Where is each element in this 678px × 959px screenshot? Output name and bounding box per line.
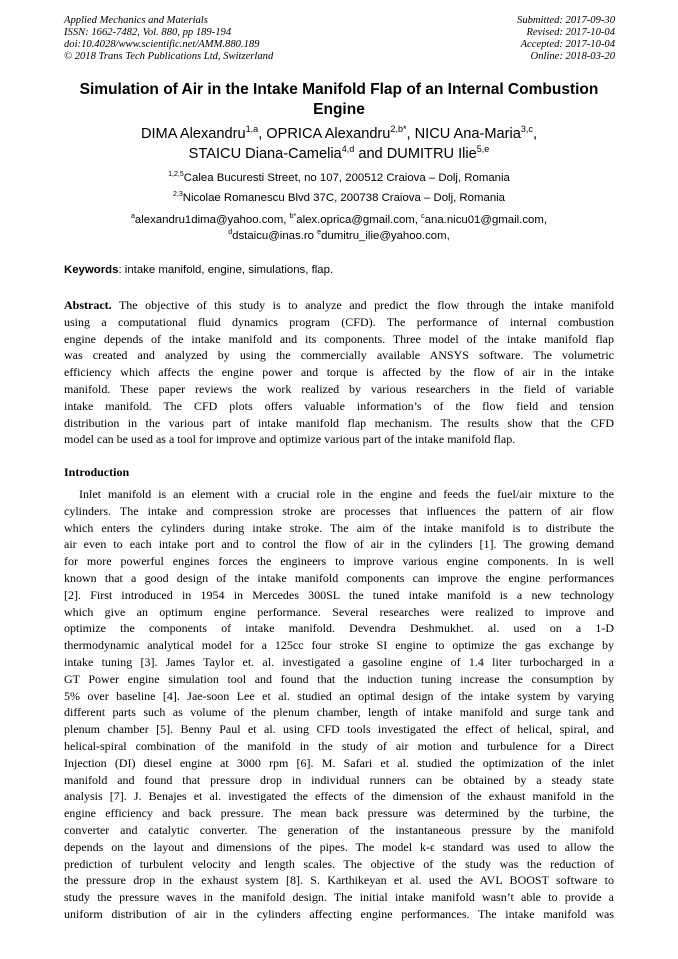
email-sup: d [228,229,233,237]
author-name: NICU Ana-Maria [414,126,521,142]
intro-line: [2]. First introduced in 1954 in Mercedes 300SL the tuned intake manifold is a new technology [64,587,614,602]
keywords-text: : intake manifold, engine, simulations, flap. [118,264,334,276]
email-sup: b* [289,213,297,221]
intro-line: manifold and found that pressure drop in individual runners can be obtained by a steady state [64,772,614,787]
section-heading-introduction: Introduction [64,465,130,479]
author-sup: 5,e [476,144,490,155]
intro-line: converter and catalytic converter. The generation of the instantaneous pressure by the manifold [64,822,614,837]
title-line: Engine [313,101,365,118]
intro-line: study the pressure waves in the manifold design. The initial intake manifold wasn’t able to provide a [64,890,614,905]
abstract-line: manifold. These paper reviews the work realized by various researchers in the field of variable [64,381,614,396]
abstract-label: Abstract. [64,298,112,312]
intro-line: cylinders. The intake and compression stroke are processes that influences the pattern of air flow [64,503,614,518]
publication-dates [517,15,615,63]
intro-line: optimize the components of intake manifold. Devendra Deshmukhet. al. used on a 1-D [64,621,614,636]
abstract [64,297,614,448]
intro-line: Injection (DI) diesel engine at 3000 rpm [6]. M. Safari et al. studied the optimization of the inlet [64,755,614,770]
journal-copyright: © 2018 Trans Tech Publications Ltd, Switzerland [64,51,274,62]
intro-line: helical-spiral combination of the manifold in the study of air motion and turbulence for a Direct [64,738,614,753]
intro-line: depends on the layout and dimensions of the pipes. The model k-ϵ standard was used to allow the [64,839,614,854]
author-sup: 4,d [341,144,355,155]
email-link[interactable]: alex.oprica@gmail.com, [296,214,418,226]
abstract-line: The objective of this study is to analyze and predict the flow through the intake manifold [111,298,614,312]
introduction-body [64,486,614,923]
email-link[interactable]: alexandru1dima@yahoo.com, [134,214,287,226]
affiliation-text: Nicolae Romanescu Blvd 37C, 200738 Craiova – Dolj, Romania [182,192,506,204]
author-conjunction: and [358,146,383,162]
author-name: OPRICA Alexandru [266,126,391,142]
intro-line: uniform distribution of air in the cylinders affecting engine performances. The intake manifold was [64,906,614,921]
email-sup: a [130,213,135,221]
intro-line: intake tuning [3]. James Taylor et. al. investigated a gasoline engine of 1.4 liter turbocharged in a [64,654,614,669]
intro-line: air even to each intake port and to control the flow of air in the cylinders [1]. The growing demand [64,537,614,552]
intro-line: which give an optimum engine performance. Several researches were realized to improve and [64,604,614,619]
intro-line: which enters the cylinders during intake stroke. The aim of the intake manifold is to distribute the [64,520,614,535]
intro-line: analysis [7]. J. Benajes et al. investigated the effects of the dimension of the exhaust manifold in the [64,789,614,804]
author-sup: 1,a [245,124,259,135]
keywords [64,263,614,277]
email-sup: e [317,229,322,237]
abstract-line: using a computational fluid dynamics program (CFD). The performance of internal combustion [64,314,614,329]
email-link[interactable]: dumitru_ilie@yahoo.com, [321,230,450,242]
intro-line: thermodynamic analytical model for a 125cc four stroke SI engine to optimize the gas exchange by [64,638,614,653]
author-sup: 2,b* [390,124,407,135]
intro-line: the pressure drop in the exhaust system [8]. S. Karthikeyan et al. used the AVL BOOST software to [64,873,614,888]
author-name: DUMITRU Ilie [386,146,477,162]
intro-line: for more powerful engines forces the engineers to improve various engine components. In is well [64,554,614,569]
abstract-line: distribution in the various part of intake manifold flap mechanism. The results show that the CFD [64,415,614,430]
abstract-line: intake manifold. The CFD plots offers valuable information’s of the flow field and tension [64,398,614,413]
email-link[interactable]: dstaicu@inas.ro [232,230,314,242]
intro-line: 5% over baseline [4]. Jae-soon Lee et al. studied an optimal design of the intake system by varying [64,688,614,703]
email-link[interactable]: ana.nicu01@gmail.com, [424,214,548,226]
journal-name: Applied Mechanics and Materials [64,15,208,26]
author-name: DIMA Alexandru [140,126,246,142]
intro-line: engine efficiency and back pressure. The mean back pressure was determined by the turbine, the [64,806,614,821]
paper-title [60,80,618,120]
date-revised: Revised: 2017-10-04 [526,27,615,38]
affiliation-sup: 1,2,5 [168,171,184,179]
intro-line: known that a good design of the intake manifold components can improve the engine performances [64,570,614,585]
intro-line: different parts such as volume of the plenum chamber, length of intake manifold and surge tank and [64,705,614,720]
intro-line: GT Power engine simulation tool and found that the induction tuning increase the consumption by [64,671,614,686]
abstract-line: model can be used as a tool for improve and optimize various part of the intake manifold flap. [64,432,516,447]
date-accepted: Accepted: 2017-10-04 [520,39,615,50]
author-list: DIMA Alexandru$^{1,a}$, OPRICA Alexandru$^{2,b*}$, NICU Ana-Maria$^{3,c}$, STAICU Diana-Camelia$^{4,d}$ and DUMITRU Ilie$^{5,e}$ [140,124,538,162]
author-emails [60,212,618,244]
affiliation [60,191,618,205]
intro-line: Inlet manifold is an element with a crucial role in the engine and feeds the fuel/air mixture to the [79,487,614,501]
author-name: STAICU Diana-Camelia [188,146,342,162]
intro-line: prediction of turbulent velocity and length scales. The objective of the study was the reduction of [64,856,614,871]
affiliation-text: Calea Bucuresti Street, no 107, 200512 Craiova – Dolj, Romania [183,172,510,184]
journal-issn: ISSN: 1662-7482, Vol. 880, pp 189-194 [64,27,232,38]
keywords-label: Keywords [64,264,119,276]
affiliation [60,171,618,185]
affiliation-sup: 2,3 [172,191,183,199]
date-online: Online: 2018-03-20 [530,51,615,62]
abstract-line: engine depends of the intake manifold and its components. Three model of the intake manifold flap [64,331,614,346]
author-sup: 3,c [520,124,533,135]
abstract-line: efficiency which affects the engine power and torque is affected by the flow of air in the intake [64,365,614,380]
email-sup: c [421,213,425,221]
intro-line: plenum chamber [5]. Benny Paul et al. using CFD tools investigated the effect of helical, spiral, and [64,722,614,737]
journal-info [64,15,273,63]
journal-doi: doi:10.4028/www.scientific.net/AMM.880.189 [64,39,260,50]
abstract-line: was created and analyzed by using the commercially available ANSYS software. The volumetric [64,348,614,363]
date-submitted: Submitted: 2017-09-30 [517,15,615,26]
title-line: Simulation of Air in the Intake Manifold Flap of an Internal Combustion [79,81,599,98]
